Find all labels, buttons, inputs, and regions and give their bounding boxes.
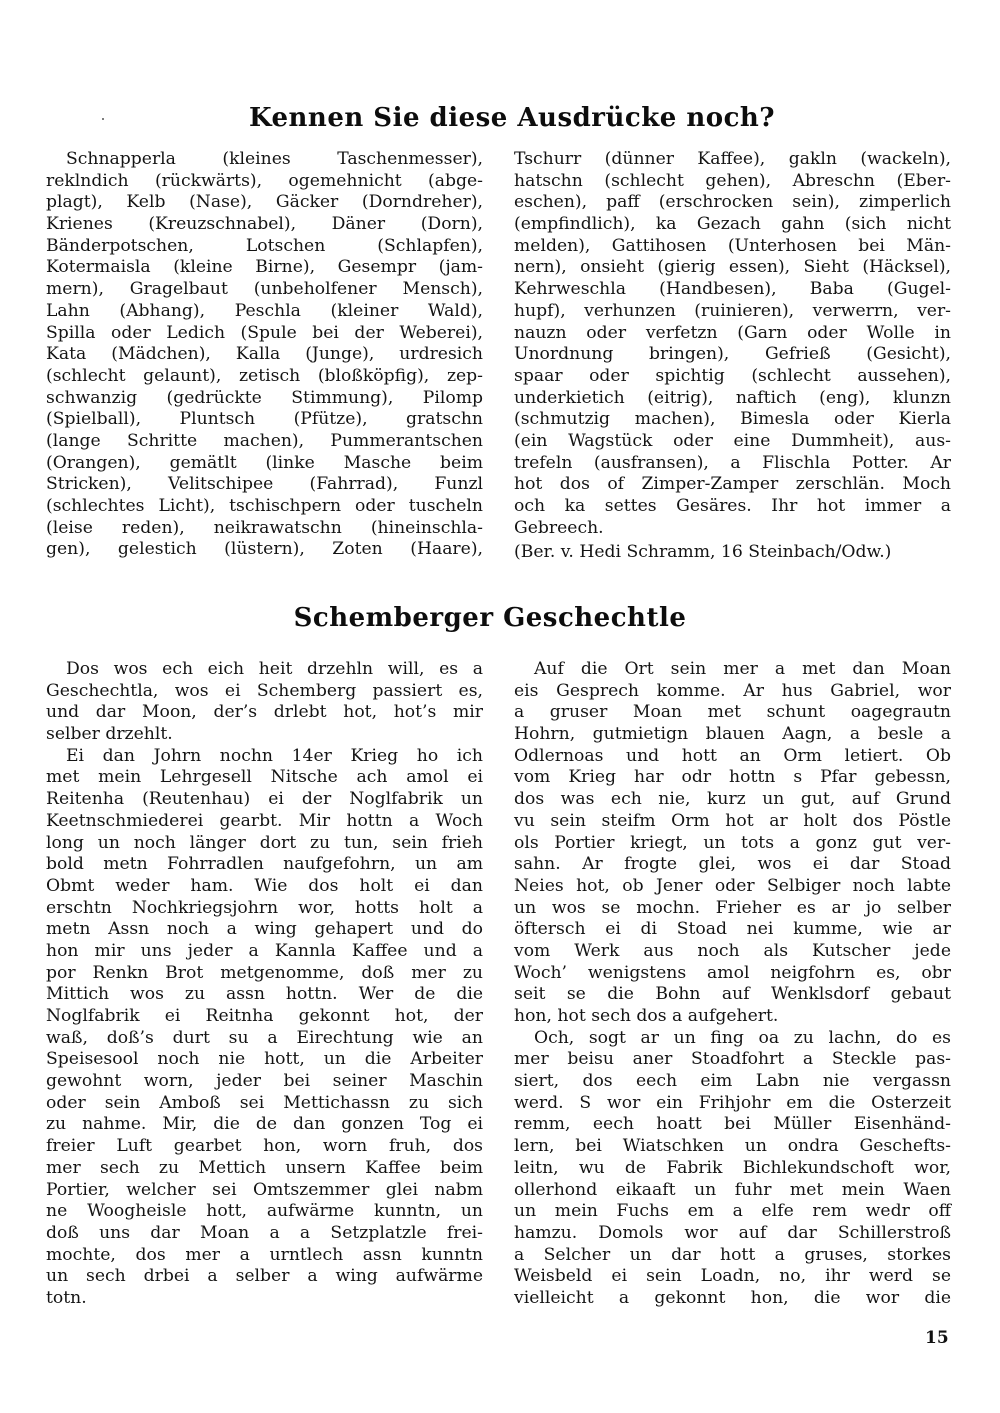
text-line: waß, doß’s durt su a Eirechtung wie an (46, 1027, 483, 1048)
text-line: metn Assn noch a wing gehapert und do (46, 919, 483, 940)
text-line: Lahn (Abhang), Peschla (kleiner Wald), (46, 300, 483, 321)
text-line: plagt), Kelb (Nase), Gäcker (Dorndreher), (46, 192, 483, 213)
text-line: schwanzig (gedrückte Stimmung), Pilomp (46, 387, 483, 408)
text-line: hon mir uns jeder a Kannla Kaffee und a (46, 940, 483, 961)
text-line: Schnapperla (kleines Taschenmesser), (66, 149, 483, 169)
article-title-schemberger: Schemberger Geschechtle (293, 603, 687, 633)
text-line: och ka settes Gesäres. Ihr hot immer a (514, 496, 951, 516)
text-line: totn. (46, 1287, 87, 1308)
text-line: gen), gelestich (lüstern), Zoten (Haare), (46, 539, 483, 560)
text-line: (Spielball), Pluntsch (Pfütze), gratschn (46, 409, 483, 430)
text-line: (ein Wagstück oder eine Dummheit), aus- (514, 430, 951, 451)
text-line: hot dos of Zimper-Zamper zerschlän. Moch (514, 474, 951, 495)
text-line: (schmutzig machen), Bimesla oder Kierla (514, 409, 951, 430)
text-line: (leise reden), neikrawatschn (hineinschla- (46, 517, 483, 538)
text-line: vom Krieg har odr hottn s Pfar gebessn, (514, 767, 951, 788)
text-line: gewohnt worn, jeder bei seiner Maschin (46, 1071, 483, 1092)
text-line: Portier, welcher sei Omtszemmer glei nabm (46, 1179, 483, 1200)
text-line: Tschurr (dünner Kaffee), gakln (wackeln), (514, 149, 951, 169)
text-line: erschtn Nochkriegsjohrn wor, hotts holt a (46, 897, 483, 918)
text-line: (Orangen), gemätlt (linke Masche beim (46, 452, 483, 473)
text-line: mern), Gragelbaut (unbeholfener Mensch), (46, 279, 483, 300)
text-line: sahn. Ar frogte glei, wos ei dar Stoad (514, 854, 951, 875)
text-line: reklndich (rückwärts), ogemehnicht (abge- (46, 170, 483, 191)
text-line: siert, dos eech eim Labn nie vergassn (514, 1071, 951, 1092)
text-line: Kotermaisla (kleine Birne), Gesempr (jam- (46, 257, 483, 278)
text-line: a gruser Moan met schunt oagegrautn (514, 702, 951, 723)
text-line: Kata (Mädchen), Kalla (Junge), urdresich (46, 344, 483, 365)
text-line: doß uns dar Moan a a Setzplatzle frei- (46, 1222, 483, 1243)
text-line: Noglfabrik ei Reitnha gekonnt hot, der (46, 1006, 483, 1026)
text-line: melden), Gattihosen (Unterhosen bei Män- (514, 235, 951, 256)
text-line: Unordnung bringen), Gefrieß (Gesicht), (514, 344, 951, 365)
text-line: eis Gesprech komme. Ar hus Gabriel, wor (514, 680, 951, 701)
text-line: und dar Moon, der’s drlebt hot, hot’s mir (46, 702, 483, 723)
text-line: leitn, wu de Fabrik Bichlekundschoft wor, (514, 1157, 951, 1178)
text-line: un sech drbei a selber a wing aufwärme (46, 1266, 483, 1287)
text-line: un mein Fuchs em a elfe rem wedr off (514, 1201, 951, 1222)
text-line: (schlecht gelaunt), zetisch (bloßköpfig), zep- (46, 365, 483, 386)
text-line: Neies hot, ob Jener oder Selbiger noch labte (514, 875, 951, 896)
text-line: mer beisu aner Stoadfohrt a Steckle pas- (514, 1049, 951, 1070)
text-line: lern, bei Wiatschken un ondra Geschefts- (514, 1136, 951, 1157)
text-line: mochte, dos mer a urntlech assn kunntn (46, 1244, 483, 1265)
text-line: zu nahme. Mir, die de dan gonzen Tog ei (46, 1114, 483, 1135)
text-line: met mein Lehrgesell Nitsche ach amol ei (46, 767, 483, 788)
text-line: Speisesool noch nie hott, un die Arbeiter (46, 1049, 483, 1070)
text-line: hon, hot sech dos a aufgehert. (514, 1006, 779, 1026)
text-line: trefeln (ausfransen), a Flischla Potter. Ar (514, 452, 951, 473)
text-line: Obmt weder ham. Wie dos holt ei dan (46, 875, 483, 896)
text-line: a Selcher un dar hott a gruses, storkes (514, 1244, 951, 1265)
author-signature: (Ber. v. Hedi Schramm, 16 Steinbach/Odw.) (514, 542, 892, 563)
text-line: hupf), verhunzen (ruinieren), verwerrn, ver- (514, 300, 951, 321)
text-line: hamzu. Domols wor auf dar Schillerstroß (514, 1222, 951, 1243)
text-line: selber drzehlt. (46, 724, 173, 745)
text-line: (empfindlich), ka Gezach gahn (sich nicht (514, 214, 951, 235)
text-line: vu sein steifm Orm hot ar holt dos Pöstle (514, 810, 951, 831)
text-line: eschen), paff (erschrocken sein), zimperlich (514, 192, 951, 213)
text-line: dos was ech nie, kurz un gut, auf Grund (514, 789, 951, 810)
text-line: Auf die Ort sein mer a met dan Moan (534, 659, 951, 679)
text-line: freier Luft gearbet hon, worn fruh, dos (46, 1136, 483, 1157)
text-line: Spilla oder Ledich (Spule bei der Weberei), (46, 322, 483, 343)
text-line: Mittich wos zu assn hottn. Wer de die (46, 984, 483, 1005)
page-number: 15 (925, 1328, 949, 1348)
text-line: Geschechtla, wos ei Schemberg passiert es, (46, 680, 483, 701)
article-title-kennen-sie: Kennen Sie diese Ausdrücke noch? (248, 103, 776, 133)
article1-left-column (46, 149, 483, 561)
text-line: werd. S wor ein Frihjohr em die Osterzeit (514, 1092, 951, 1113)
text-line: öftersch ei di Stoad nei kumme, wie ar (514, 919, 951, 940)
text-line: ols Portier kriegt, un tots a gonz gut ver- (514, 832, 951, 853)
text-line: Stricken), Velitschipee (Fahrrad), Funzl (46, 474, 483, 495)
text-line: Och, sogt ar un fing oa zu lachn, do es (534, 1027, 951, 1048)
text-line: Woch’ wenigstens amol neigfohrn es, obr (514, 962, 951, 983)
text-line: vielleicht a gekonnt hon, die wor die (514, 1287, 951, 1308)
article2-left-column (46, 659, 483, 1310)
text-line: Odlernoas und hott an Orm letiert. Ob (514, 745, 951, 766)
text-line: bold metn Fohrradlen naufgefohrn, un am (46, 854, 483, 875)
text-line: Dos wos ech eich heit drzehln will, es a (66, 659, 483, 679)
text-line: Gebreech. (514, 517, 604, 538)
text-line: remm, eech hoatt bei Müller Eisenhänd- (514, 1114, 951, 1135)
text-line: Hohrn, gutmietign blauen Aagn, a besle a (514, 724, 951, 745)
text-line: oder sein Amboß sei Mettichassn zu sich (46, 1092, 483, 1113)
text-line: nauzn oder verfetzn (Garn oder Wolle in (514, 322, 951, 343)
text-line: mer sech zu Mettich unsern Kaffee beim (46, 1157, 483, 1178)
text-line: spaar oder spichtig (schlecht aussehen), (514, 365, 951, 386)
article2-right-column (514, 659, 951, 1310)
text-line: ollerhond eikaaft un fuhr met mein Waen (514, 1179, 951, 1200)
article1-right-column (514, 149, 951, 564)
text-line: (lange Schritte machen), Pummerantschen (46, 430, 483, 451)
text-line: hatschn (schlecht gehen), Abreschn (Eber- (514, 170, 951, 191)
text-line: underkietich (eitrig), naftich (eng), klunzn (514, 387, 951, 408)
text-line: Weisbeld ei sein Loadn, no, ihr werd se (514, 1266, 951, 1287)
text-line: (schlechtes Licht), tschischpern oder tuscheln (46, 496, 483, 516)
text-line: un wos se mochn. Frieher es ar jo selber (514, 897, 951, 918)
text-line: nern), onsieht (gierig essen), Sieht (Häcksel), (514, 257, 951, 278)
text-line: Krienes (Kreuzschnabel), Däner (Dorn), (46, 214, 483, 235)
text-line: Keetnschmiederei gearbt. Mir hottn a Woch (46, 810, 483, 831)
text-line: ne Woogheisle hott, aufwärme kunntn, un (46, 1201, 483, 1222)
text-line: Bänderpotschen, Lotschen (Schlapfen), (46, 235, 483, 256)
text-line: long un noch länger dort zu tun, sein frieh (46, 832, 483, 853)
text-line: Reitenha (Reutenhau) ei der Noglfabrik un (46, 789, 483, 810)
text-line: Kehrweschla (Handbesen), Baba (Gugel- (514, 279, 951, 300)
text-line: seit se die Bohn auf Wenklsdorf gebaut (514, 984, 951, 1005)
text-line: vom Werk aus noch als Kutscher jede (514, 940, 951, 961)
text-line: Ei dan Johrn nochn 14er Krieg ho ich (66, 745, 483, 766)
text-line: por Renkn Brot metgenomme, doß mer zu (46, 962, 483, 983)
